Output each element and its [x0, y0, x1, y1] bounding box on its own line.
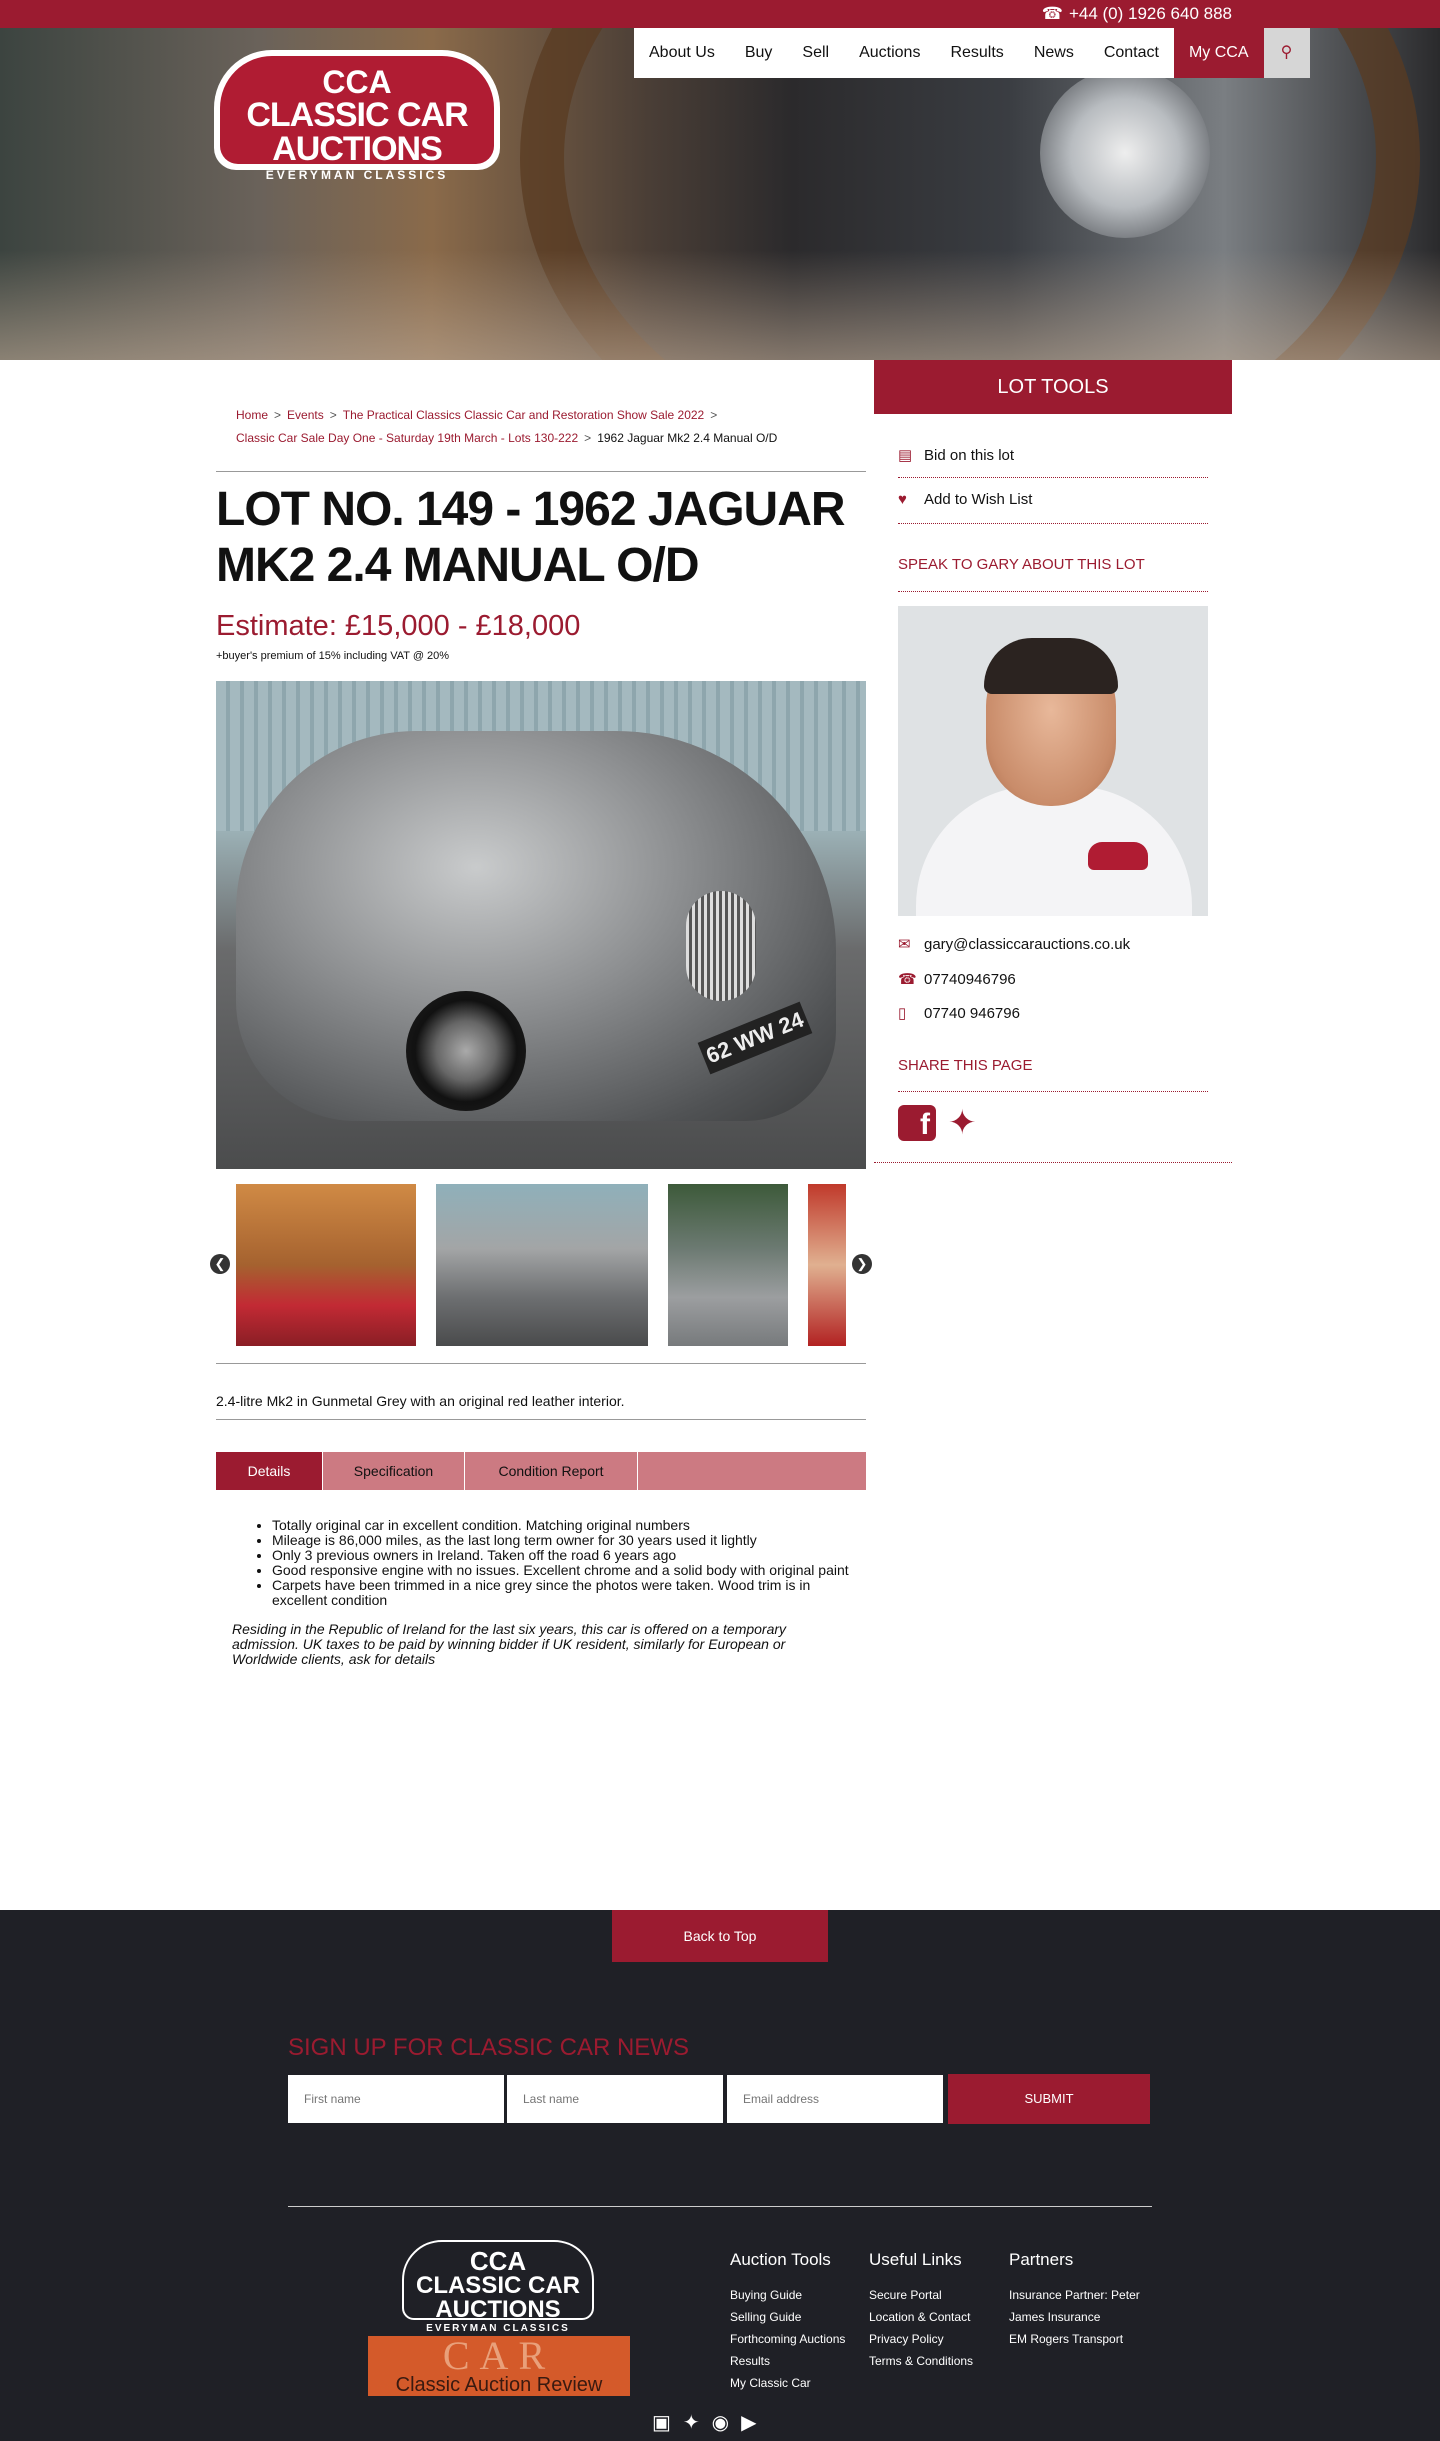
- nav-results[interactable]: Results: [950, 44, 1004, 61]
- buyers-premium: +buyer's premium of 15% including VAT @ 20%: [216, 650, 450, 662]
- hero-banner: [0, 28, 1440, 360]
- tab-bar: [216, 1452, 866, 1490]
- facebook-icon[interactable]: f: [898, 1105, 936, 1141]
- detail-item: • Totally original car in excellent condition. Matching original numbers: [272, 1518, 866, 1533]
- nav-sell[interactable]: Sell: [802, 44, 830, 61]
- footer-useful-links: [869, 2250, 973, 2372]
- divider: [898, 477, 1208, 478]
- lot-tools-heading: LOT TOOLS: [874, 360, 1232, 414]
- share-links: [898, 1105, 977, 1141]
- footer-logo-line2: CLASSIC CAR AUCTIONS: [415, 2272, 580, 2323]
- top-phone[interactable]: [1042, 4, 1232, 24]
- footer-auction-tools: [730, 2250, 845, 2394]
- phone-icon: ☎: [898, 971, 917, 988]
- breadcrumb-sale[interactable]: The Practical Classics Classic Car and Restoration Show Sale 2022: [342, 408, 705, 422]
- footer-link[interactable]: Forthcoming Auctions: [730, 2332, 846, 2346]
- footer-logo[interactable]: [402, 2240, 594, 2334]
- thumbnail-grille[interactable]: [668, 1184, 788, 1346]
- detail-item: • Carpets have been trimmed in a nice grey since the photos were taken. Wood trim is in excellent condition: [272, 1578, 866, 1608]
- contact-phone[interactable]: [898, 970, 1016, 988]
- share-heading: SHARE THIS PAGE: [898, 1057, 1033, 1074]
- detail-note: Residing in the Republic of Ireland for the last six years, this car is offered on a temporary admission. UK taxes to be paid by winning bidder if UK resident, similarly for European or Worldwide clients, ask for details: [232, 1621, 787, 1667]
- footer-link[interactable]: James Insurance: [1009, 2310, 1101, 2324]
- footer-heading: Auction Tools: [730, 2250, 831, 2269]
- dashboard-image: [0, 250, 1440, 360]
- review-logo-small: Classic Auction Review: [395, 2374, 603, 2396]
- divider: [874, 1162, 1232, 1163]
- mobile-value: 07740 946796: [924, 1004, 1020, 1022]
- breadcrumb-home[interactable]: Home: [236, 408, 269, 422]
- details-panel: [216, 1518, 866, 1667]
- divider: [898, 1091, 1208, 1092]
- thumbnail-interior[interactable]: [236, 1184, 416, 1346]
- breadcrumb: Home > Events > The Practical Classics Classic Car and Restoration Show Sale 2022 > Classic Car Sale Day One - Saturday 19th March - Lots 130-222 > 1962 Jaguar Mk2 2.4 Manual O/D: [236, 408, 778, 445]
- footer-divider: [288, 2206, 1152, 2207]
- footer-heading: Useful Links: [869, 2250, 962, 2269]
- page-title: LOT NO. 149 - 1962 JAGUAR MK2 2.4 MANUAL O/D: [216, 483, 845, 592]
- contact-mobile[interactable]: [898, 1004, 1020, 1022]
- nav-about-us[interactable]: About Us: [649, 44, 715, 61]
- footer-link[interactable]: Secure Portal: [869, 2288, 942, 2302]
- estimate: Estimate: £15,000 - £18,000: [216, 610, 581, 642]
- lot-description: 2.4-litre Mk2 in Gunmetal Grey with an original red leather interior.: [216, 1393, 625, 1409]
- top-bar: [0, 0, 1440, 28]
- last-name-input[interactable]: [507, 2075, 723, 2123]
- mobile-icon: ▯: [898, 1005, 907, 1022]
- breadcrumb-current: 1962 Jaguar Mk2 2.4 Manual O/D: [597, 431, 778, 445]
- nav-my-cca[interactable]: My CCA: [1174, 28, 1264, 78]
- nav-contact[interactable]: Contact: [1103, 44, 1159, 61]
- email-input[interactable]: [727, 2075, 943, 2123]
- divider: [898, 523, 1208, 524]
- footer-link[interactable]: Insurance Partner: Peter: [1009, 2288, 1140, 2302]
- tab-details[interactable]: Details: [216, 1452, 323, 1490]
- twitter-icon[interactable]: ✦: [682, 2412, 700, 2434]
- footer-link[interactable]: Selling Guide: [730, 2310, 802, 2324]
- thumbnail-carousel: [216, 1184, 866, 1346]
- signup-title: SIGN UP FOR CLASSIC CAR NEWS: [288, 2034, 689, 2061]
- nav-auctions[interactable]: Auctions: [859, 44, 921, 61]
- instagram-icon[interactable]: ◉: [711, 2412, 730, 2434]
- facebook-icon[interactable]: ▣: [652, 2412, 671, 2434]
- speak-heading: SPEAK TO GARY ABOUT THIS LOT: [898, 556, 1145, 573]
- submit-button[interactable]: SUBMIT: [948, 2074, 1150, 2124]
- classic-auction-review-logo[interactable]: [368, 2336, 630, 2396]
- heart-icon: ♥: [898, 491, 907, 508]
- lot-tools-sidebar: [874, 360, 1232, 1142]
- tab-condition-report[interactable]: Condition Report: [465, 1452, 638, 1490]
- id-card-icon: ▤: [898, 447, 913, 464]
- main-car-image[interactable]: [216, 681, 866, 1169]
- divider: [216, 1363, 866, 1364]
- search-icon[interactable]: ⚲: [1264, 28, 1310, 78]
- logo-line3: EVERYMAN CLASSICS: [265, 168, 449, 182]
- back-to-top-button[interactable]: Back to Top: [612, 1910, 828, 1962]
- detail-item: • Mileage is 86,000 miles, as the last long term owner for 30 years used it lightly: [272, 1533, 866, 1548]
- footer-link[interactable]: Terms & Conditions: [869, 2354, 974, 2368]
- thumbnail-seats[interactable]: [808, 1184, 846, 1346]
- footer-social: [652, 2410, 757, 2435]
- footer-link[interactable]: Privacy Policy: [869, 2332, 944, 2346]
- footer-link[interactable]: EM Rogers Transport: [1009, 2332, 1124, 2346]
- nav-buy[interactable]: Buy: [744, 44, 773, 61]
- tab-specification[interactable]: Specification: [323, 1452, 465, 1490]
- email-value: gary@classiccarauctions.co.uk: [924, 935, 1131, 953]
- bid-link[interactable]: [898, 446, 1014, 464]
- phone-value: 07740946796: [924, 970, 1016, 988]
- main-content: [0, 360, 1440, 1910]
- shirt-logo: [1088, 842, 1148, 870]
- main-nav: [634, 28, 1310, 78]
- footer-link[interactable]: Buying Guide: [730, 2288, 803, 2302]
- review-logo-big: CAR: [442, 2336, 556, 2378]
- detail-item: • Only 3 previous owners in Ireland. Taken off the road 6 years ago: [272, 1548, 866, 1563]
- photo-hair: [984, 638, 1118, 694]
- nav-news[interactable]: News: [1033, 44, 1074, 61]
- footer-link[interactable]: My Classic Car: [730, 2376, 811, 2390]
- footer-link[interactable]: Results: [730, 2354, 771, 2368]
- footer-logo-line3: EVERYMAN CLASSICS: [426, 2323, 570, 2334]
- carousel-prev-icon[interactable]: ❮: [210, 1254, 230, 1274]
- phone-icon: ☎: [1041, 4, 1063, 23]
- divider: [216, 471, 866, 472]
- logo-line2: CLASSIC CAR AUCTIONS: [246, 96, 468, 168]
- carousel-next-icon[interactable]: ❯: [852, 1254, 872, 1274]
- divider: [898, 591, 1208, 592]
- footer-partners: [1009, 2250, 1140, 2350]
- car-grille: [686, 891, 756, 1001]
- youtube-icon[interactable]: ▶: [741, 2412, 757, 2434]
- top-phone-number: +44 (0) 1926 640 888: [1068, 4, 1232, 23]
- number-plate: 62 WW 24: [698, 1002, 813, 1075]
- envelope-icon: ✉: [898, 936, 911, 953]
- bid-label: Bid on this lot: [924, 446, 1015, 464]
- divider: [216, 1419, 866, 1420]
- contact-email[interactable]: [898, 935, 1130, 953]
- footer: [0, 1910, 1440, 2441]
- footer-logo-line1: CCA: [469, 2246, 527, 2276]
- detail-item: • Good responsive engine with no issues. Excellent chrome and a solid body with original paint: [272, 1563, 866, 1578]
- first-name-input[interactable]: [288, 2075, 504, 2123]
- logo-line1: CCA: [322, 64, 392, 100]
- breadcrumb-day[interactable]: Classic Car Sale Day One - Saturday 19th March - Lots 130-222: [236, 431, 579, 445]
- thumbnail-front[interactable]: [436, 1184, 648, 1346]
- wishlist-link[interactable]: [898, 491, 1032, 508]
- contact-photo: [898, 606, 1208, 916]
- footer-link[interactable]: Location & Contact: [869, 2310, 971, 2324]
- twitter-icon[interactable]: ✦: [948, 1104, 977, 1142]
- wishlist-label: Add to Wish List: [924, 491, 1033, 508]
- car-wheel: [406, 991, 526, 1111]
- breadcrumb-events[interactable]: Events: [287, 408, 324, 422]
- footer-heading: Partners: [1009, 2250, 1074, 2269]
- steering-hub-image: [1040, 68, 1210, 238]
- cca-logo[interactable]: [214, 50, 500, 182]
